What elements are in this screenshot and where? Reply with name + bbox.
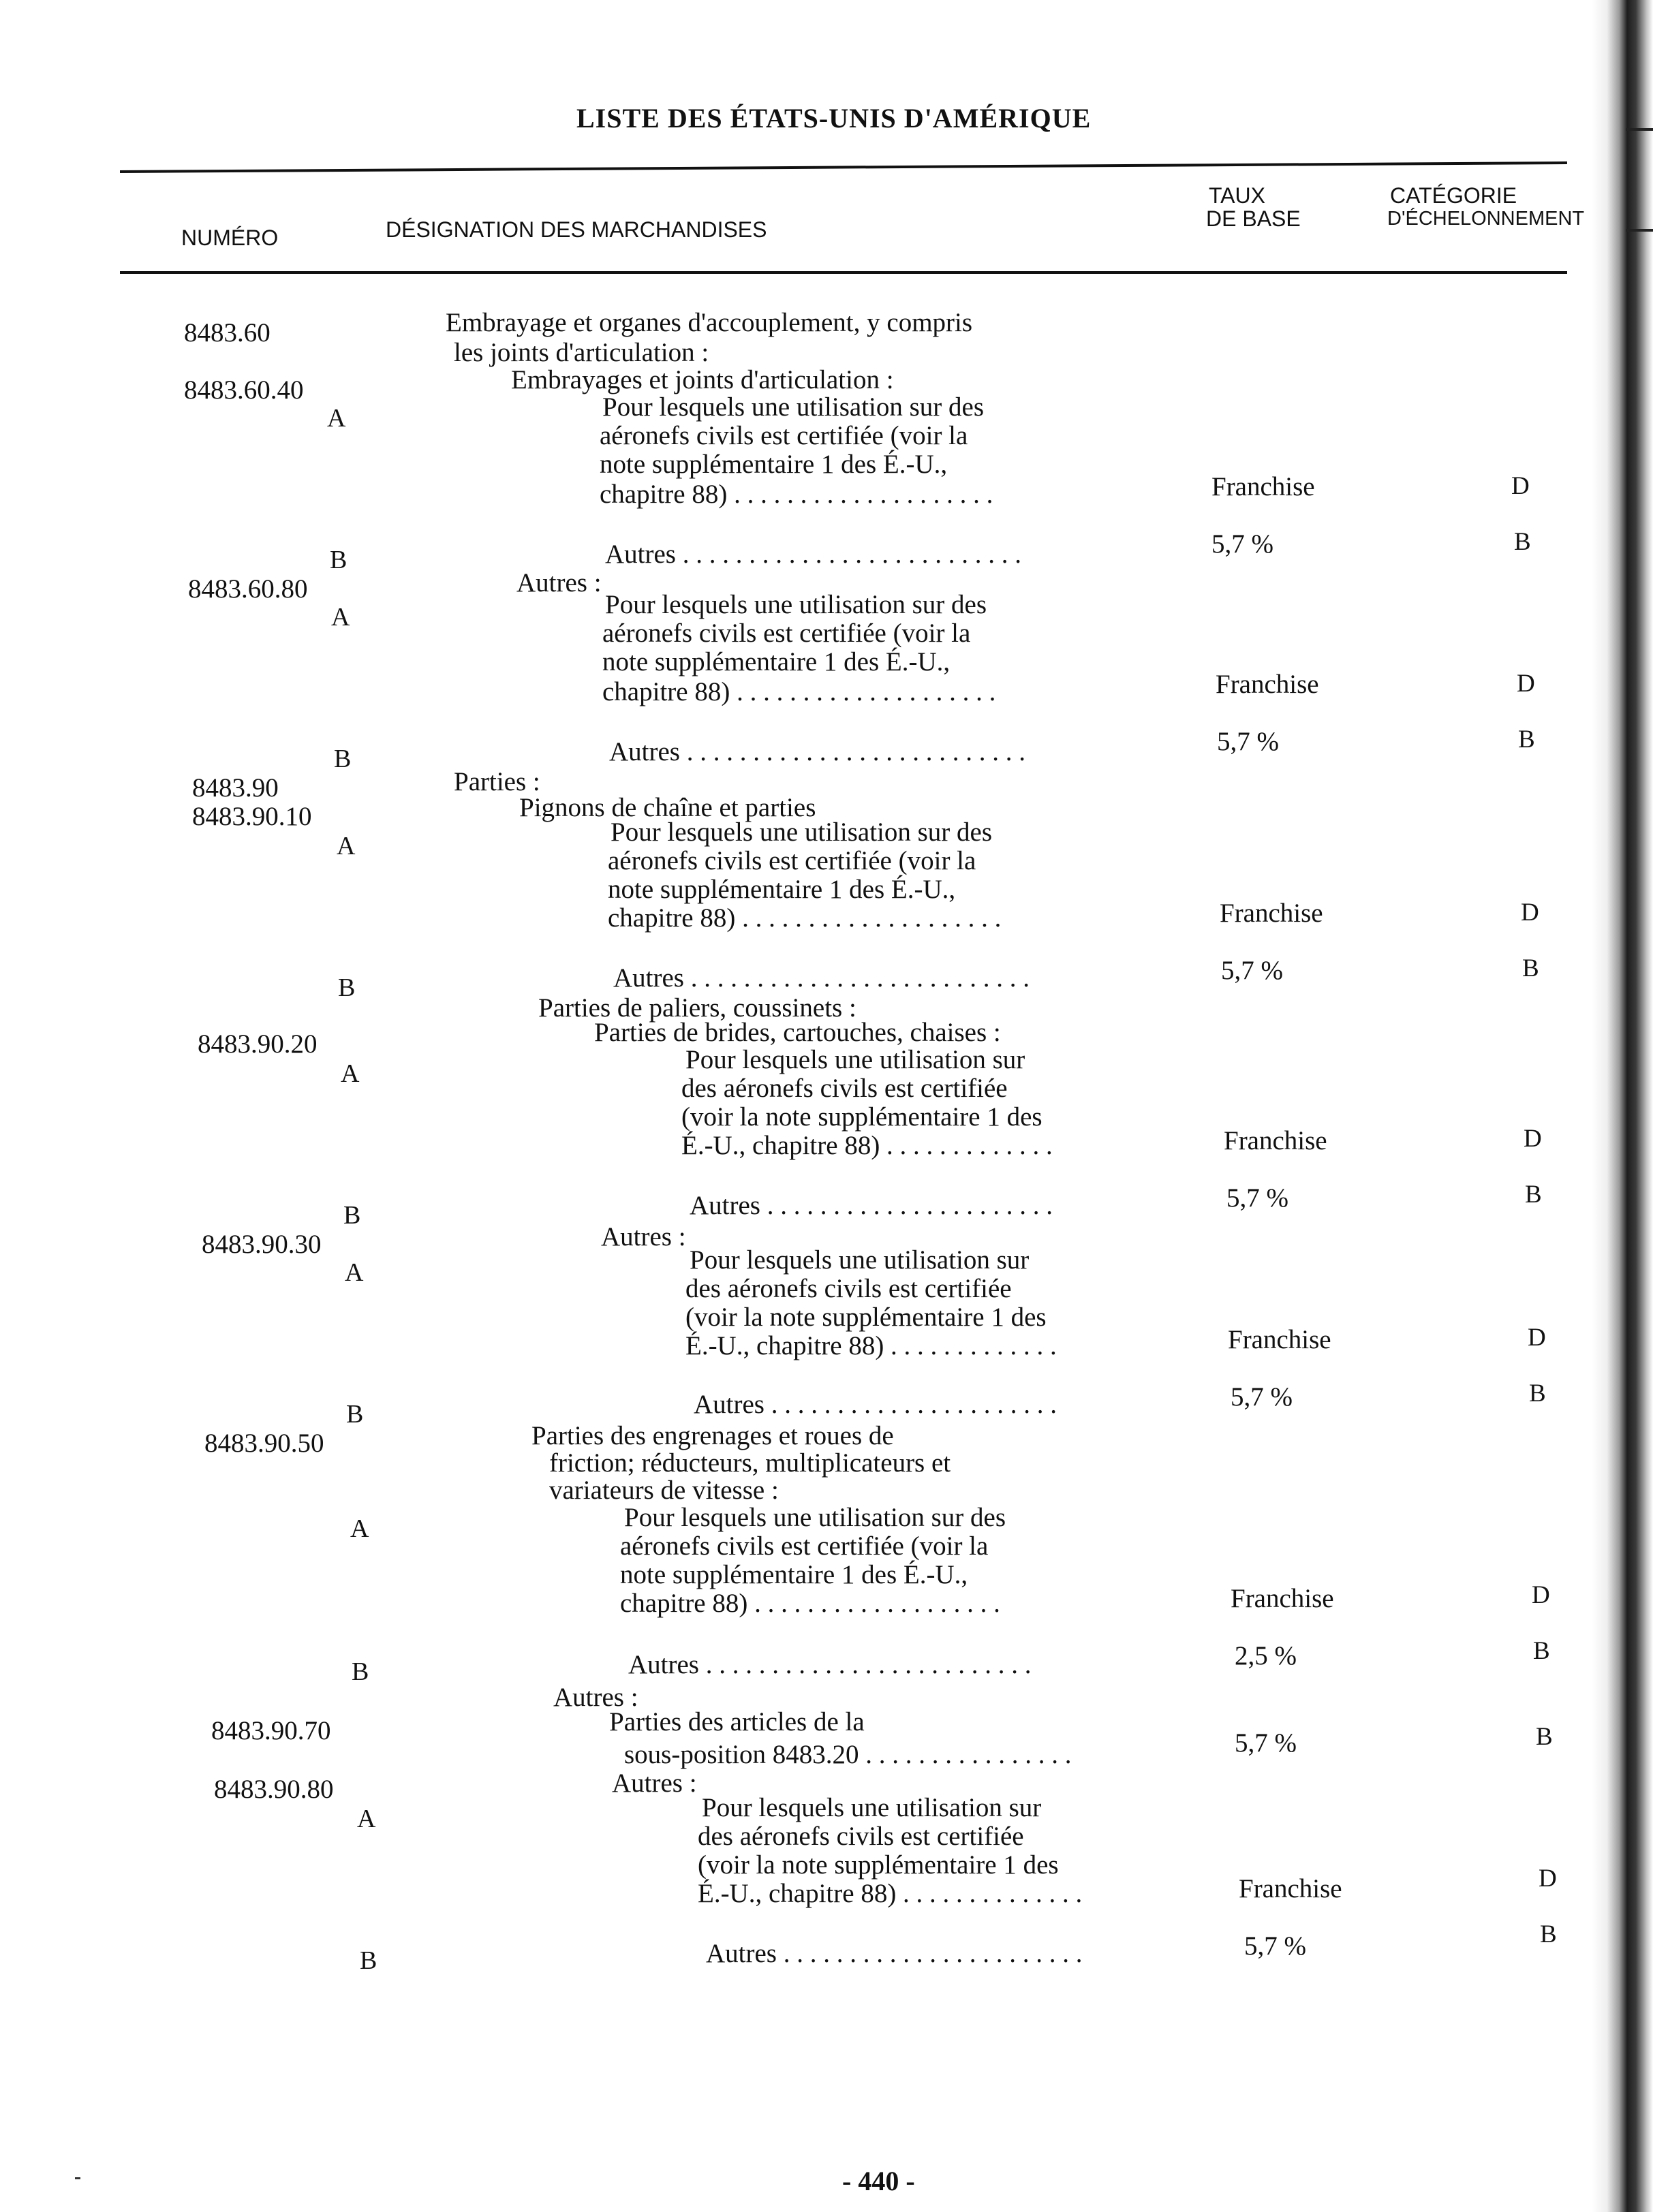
subline-letter: A — [350, 1514, 369, 1543]
subline-letter: B — [338, 973, 356, 1002]
edge-mark — [1626, 229, 1653, 232]
subline-letter: A — [327, 404, 346, 433]
description-line: Parties de paliers, coussinets : — [538, 993, 856, 1023]
tariff-code: 8483.90.20 — [198, 1029, 318, 1059]
description-line: Autres : — [612, 1769, 697, 1798]
description-line: Autres . . . . . . . . . . . . . . . . . . . . . . — [690, 1191, 1053, 1220]
edge-mark — [1626, 128, 1653, 131]
scan-speck — [75, 2177, 80, 2179]
tariff-code: 8483.90.70 — [211, 1716, 331, 1745]
subline-letter: A — [331, 603, 350, 632]
col-header-cat-1: CATÉGORIE — [1390, 183, 1517, 208]
base-rate: 5,7 % — [1235, 1728, 1297, 1758]
staging-category: D — [1528, 1324, 1546, 1352]
staging-category: B — [1529, 1380, 1546, 1407]
subline-letter: B — [343, 1201, 361, 1230]
description-line: Embrayage et organes d'accouplement, y compris — [446, 308, 973, 337]
tariff-code: 8483.60 — [184, 318, 271, 347]
base-rate: 2,5 % — [1235, 1641, 1297, 1670]
staging-category: B — [1525, 1181, 1542, 1209]
description-line: chapitre 88) . . . . . . . . . . . . . . . . . . . . — [602, 677, 996, 706]
description-line: Autres : — [553, 1683, 638, 1712]
staging-category: D — [1532, 1581, 1550, 1609]
page-title: LISTE DES ÉTATS-UNIS D'AMÉRIQUE — [576, 103, 1092, 134]
description-line: chapitre 88) . . . . . . . . . . . . . . . . . . . . — [600, 480, 993, 509]
base-rate: Franchise — [1211, 472, 1315, 501]
col-header-cat-2: D'ÉCHELONNEMENT — [1387, 208, 1585, 230]
description-line: Parties de brides, cartouches, chaises : — [594, 1018, 1001, 1047]
subline-letter: A — [341, 1059, 360, 1088]
description-line: Pour lesquels une utilisation sur des — [624, 1503, 1006, 1532]
description-line: aéronefs civils est certifiée (voir la — [600, 421, 968, 450]
description-line: sous-position 8483.20 . . . . . . . . . . . . . . . . — [624, 1740, 1072, 1769]
header-top-rule — [120, 161, 1567, 173]
base-rate: 5,7 % — [1226, 1183, 1288, 1213]
description-line: Autres . . . . . . . . . . . . . . . . . . . . . . . . . . — [605, 540, 1021, 569]
base-rate: Franchise — [1231, 1584, 1334, 1613]
description-line: Pour lesquels une utilisation sur — [690, 1245, 1030, 1275]
subline-letter: B — [346, 1400, 364, 1429]
staging-category: B — [1514, 528, 1531, 556]
base-rate: 5,7 % — [1211, 529, 1273, 559]
description-line: Autres . . . . . . . . . . . . . . . . . . . . . . . . . . — [609, 737, 1025, 766]
description-line: note supplémentaire 1 des É.-U., — [608, 875, 956, 904]
description-line: Autres . . . . . . . . . . . . . . . . . . . . . . . . . — [628, 1650, 1032, 1679]
subline-letter: B — [352, 1657, 369, 1686]
staging-category: D — [1517, 670, 1535, 698]
description-line: Embrayages et joints d'articulation : — [511, 365, 894, 394]
description-line: Parties : — [454, 767, 540, 796]
description-line: Autres . . . . . . . . . . . . . . . . . . . . . . . — [706, 1939, 1083, 1968]
description-line: chapitre 88) . . . . . . . . . . . . . . . . . . . — [620, 1589, 1000, 1618]
description-line: aéronefs civils est certifiée (voir la — [602, 619, 971, 648]
description-line: É.-U., chapitre 88) . . . . . . . . . . . . . . — [698, 1879, 1083, 1908]
base-rate: Franchise — [1228, 1325, 1331, 1354]
description-line: note supplémentaire 1 des É.-U., — [602, 647, 951, 676]
description-line: (voir la note supplémentaire 1 des — [681, 1102, 1042, 1132]
description-line: Autres . . . . . . . . . . . . . . . . . . . . . . — [694, 1390, 1057, 1419]
staging-category: D — [1539, 1865, 1557, 1892]
base-rate: 5,7 % — [1244, 1931, 1306, 1961]
staging-category: D — [1511, 472, 1530, 500]
col-header-designation: DÉSIGNATION DES MARCHANDISES — [386, 217, 767, 242]
col-header-taux-2: DE BASE — [1206, 206, 1301, 231]
col-header-numero: NUMÉRO — [181, 225, 279, 250]
base-rate: 5,7 % — [1221, 956, 1283, 985]
description-line: Autres : — [601, 1222, 686, 1251]
description-line: Pour lesquels une utilisation sur des — [605, 590, 987, 619]
staging-category: D — [1521, 899, 1539, 926]
col-header-taux-1: TAUX — [1209, 183, 1265, 208]
subline-letter: A — [337, 832, 356, 860]
staging-category: B — [1522, 954, 1539, 982]
base-rate: Franchise — [1216, 670, 1319, 699]
description-line: Parties des articles de la — [609, 1707, 865, 1736]
description-line: É.-U., chapitre 88) . . . . . . . . . . . . . — [685, 1331, 1057, 1360]
description-line: Pour lesquels une utilisation sur des — [602, 392, 985, 422]
description-line: des aéronefs civils est certifiée — [685, 1274, 1012, 1303]
binding-edge — [1592, 0, 1653, 2212]
subline-letter: B — [334, 745, 352, 773]
description-line: note supplémentaire 1 des É.-U., — [620, 1560, 968, 1589]
header-bottom-rule — [120, 271, 1567, 274]
base-rate: Franchise — [1224, 1126, 1327, 1155]
staging-category: B — [1518, 726, 1535, 753]
tariff-code: 8483.90.80 — [214, 1775, 334, 1804]
base-rate: 5,7 % — [1217, 727, 1279, 756]
staging-category: B — [1540, 1920, 1557, 1948]
description-line: É.-U., chapitre 88) . . . . . . . . . . . . . — [681, 1131, 1053, 1160]
tariff-code: 8483.90.10 — [192, 802, 312, 831]
description-line: Pignons de chaîne et parties — [519, 793, 816, 822]
tariff-code: 8483.90.50 — [204, 1429, 324, 1458]
page-number: - 440 - — [842, 2166, 915, 2196]
description-line: Autres . . . . . . . . . . . . . . . . . . . . . . . . . . — [613, 963, 1030, 993]
subline-letter: B — [360, 1946, 377, 1975]
description-line: (voir la note supplémentaire 1 des — [685, 1303, 1047, 1332]
base-rate: Franchise — [1239, 1874, 1342, 1903]
description-line: Pour lesquels une utilisation sur — [702, 1793, 1042, 1822]
description-line: (voir la note supplémentaire 1 des — [698, 1850, 1059, 1880]
staging-category: B — [1536, 1723, 1553, 1751]
description-line: Autres : — [516, 568, 602, 597]
description-line: aéronefs civils est certifiée (voir la — [608, 846, 976, 875]
subline-letter: A — [357, 1805, 376, 1833]
staging-category: B — [1533, 1637, 1550, 1665]
description-line: variateurs de vitesse : — [549, 1476, 779, 1505]
subline-letter: A — [345, 1258, 364, 1287]
description-line: aéronefs civils est certifiée (voir la — [620, 1531, 989, 1561]
description-line: Pour lesquels une utilisation sur — [685, 1045, 1025, 1074]
base-rate: 5,7 % — [1231, 1382, 1293, 1412]
tariff-code: 8483.90 — [192, 773, 279, 803]
tariff-code: 8483.60.80 — [188, 574, 308, 604]
description-line: des aéronefs civils est certifiée — [698, 1822, 1024, 1851]
staging-category: D — [1524, 1125, 1542, 1153]
description-line: des aéronefs civils est certifiée — [681, 1074, 1008, 1103]
subline-letter: B — [330, 546, 347, 574]
description-line: les joints d'articulation : — [454, 338, 709, 367]
description-line: friction; réducteurs, multiplicateurs et — [549, 1448, 951, 1478]
description-line: note supplémentaire 1 des É.-U., — [600, 450, 948, 479]
tariff-code: 8483.60.40 — [184, 375, 304, 405]
description-line: Pour lesquels une utilisation sur des — [611, 817, 993, 847]
base-rate: Franchise — [1220, 899, 1323, 928]
description-line: Parties des engrenages et roues de — [531, 1421, 894, 1450]
description-line: chapitre 88) . . . . . . . . . . . . . . . . . . . . — [608, 903, 1002, 933]
tariff-code: 8483.90.30 — [202, 1230, 322, 1259]
